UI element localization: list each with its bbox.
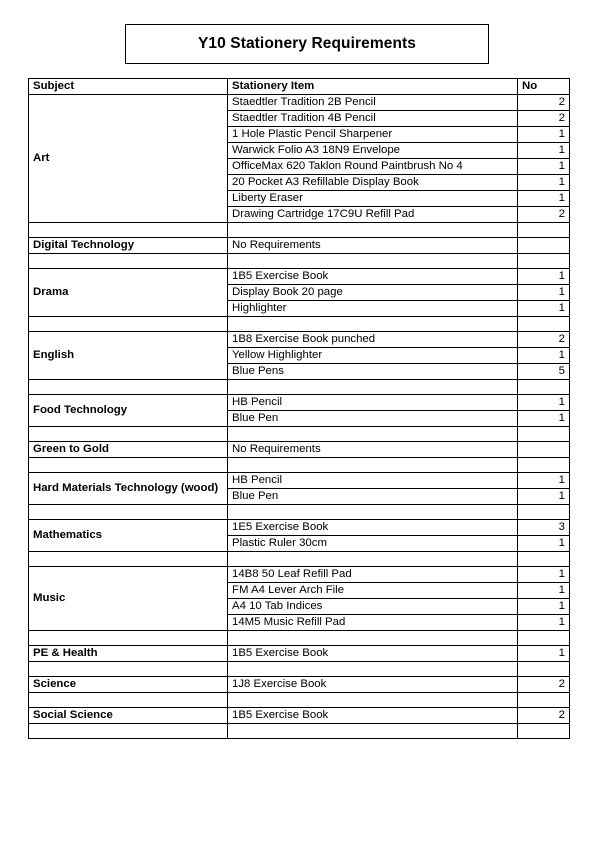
empty-cell <box>518 458 570 473</box>
spacer-row <box>29 631 570 646</box>
item-cell: Warwick Folio A3 18N9 Envelope <box>228 143 518 159</box>
subject-cell: Green to Gold <box>29 442 228 458</box>
quantity-cell: 1 <box>518 599 570 615</box>
quantity-cell: 2 <box>518 332 570 348</box>
item-cell: 1E5 Exercise Book <box>228 520 518 536</box>
empty-cell <box>228 631 518 646</box>
subject-cell: Drama <box>29 269 228 317</box>
item-cell: 20 Pocket A3 Refillable Display Book <box>228 175 518 191</box>
empty-cell <box>518 380 570 395</box>
item-cell: Drawing Cartridge 17C9U Refill Pad <box>228 207 518 223</box>
item-cell: 1B5 Exercise Book <box>228 269 518 285</box>
empty-cell <box>29 505 228 520</box>
stationery-table <box>28 78 570 739</box>
quantity-cell: 1 <box>518 615 570 631</box>
empty-cell <box>518 317 570 332</box>
quantity-cell: 1 <box>518 395 570 411</box>
quantity-cell: 1 <box>518 143 570 159</box>
empty-cell <box>29 552 228 567</box>
quantity-cell: 1 <box>518 473 570 489</box>
item-cell: Plastic Ruler 30cm <box>228 536 518 552</box>
item-cell: Display Book 20 page <box>228 285 518 301</box>
empty-cell <box>29 458 228 473</box>
spacer-row <box>29 254 570 269</box>
item-cell: Yellow Highlighter <box>228 348 518 364</box>
subject-cell: Social Science <box>29 708 228 724</box>
quantity-cell: 2 <box>518 111 570 127</box>
empty-cell <box>518 254 570 269</box>
empty-cell <box>518 662 570 677</box>
empty-cell <box>228 724 518 739</box>
empty-cell <box>29 662 228 677</box>
quantity-cell: 2 <box>518 207 570 223</box>
quantity-cell: 5 <box>518 364 570 380</box>
table-row <box>29 95 570 111</box>
item-cell: OfficeMax 620 Taklon Round Paintbrush No 4 <box>228 159 518 175</box>
empty-cell <box>228 223 518 238</box>
spacer-row <box>29 317 570 332</box>
subject-cell: Art <box>29 95 228 223</box>
quantity-cell <box>518 238 570 254</box>
subject-cell: English <box>29 332 228 380</box>
quantity-cell: 1 <box>518 489 570 505</box>
quantity-cell: 1 <box>518 301 570 317</box>
item-cell: A4 10 Tab Indices <box>228 599 518 615</box>
item-cell: 1 Hole Plastic Pencil Sharpener <box>228 127 518 143</box>
empty-cell <box>228 662 518 677</box>
quantity-cell <box>518 442 570 458</box>
table-row <box>29 473 570 489</box>
item-cell: Blue Pen <box>228 489 518 505</box>
page-title: Y10 Stationery Requirements <box>197 35 417 52</box>
quantity-cell: 1 <box>518 285 570 301</box>
empty-cell <box>228 458 518 473</box>
quantity-column-header: No <box>518 79 570 95</box>
subject-cell: Science <box>29 677 228 693</box>
spacer-row <box>29 505 570 520</box>
table-row <box>29 677 570 693</box>
spacer-row <box>29 552 570 567</box>
item-cell: HB Pencil <box>228 473 518 489</box>
table-row <box>29 332 570 348</box>
table-row <box>29 520 570 536</box>
quantity-cell: 1 <box>518 583 570 599</box>
empty-cell <box>228 552 518 567</box>
quantity-cell: 1 <box>518 348 570 364</box>
table-header-row <box>29 79 570 95</box>
item-cell: 1B5 Exercise Book <box>228 646 518 662</box>
item-cell: HB Pencil <box>228 395 518 411</box>
quantity-cell: 1 <box>518 175 570 191</box>
item-cell: Staedtler Tradition 2B Pencil <box>228 95 518 111</box>
spacer-row <box>29 662 570 677</box>
empty-cell <box>29 317 228 332</box>
item-cell: FM A4 Lever Arch File <box>228 583 518 599</box>
spacer-row <box>29 458 570 473</box>
table-row <box>29 646 570 662</box>
empty-cell <box>228 505 518 520</box>
subject-column-header: Subject <box>29 79 228 95</box>
item-cell: Highlighter <box>228 301 518 317</box>
item-cell: Liberty Eraser <box>228 191 518 207</box>
empty-cell <box>29 427 228 442</box>
empty-cell <box>518 427 570 442</box>
empty-cell <box>518 505 570 520</box>
quantity-cell: 1 <box>518 191 570 207</box>
subject-cell: Food Technology <box>29 395 228 427</box>
item-cell: 14B8 50 Leaf Refill Pad <box>228 567 518 583</box>
spacer-row <box>29 724 570 739</box>
subject-cell: Digital Technology <box>29 238 228 254</box>
subject-cell: PE & Health <box>29 646 228 662</box>
empty-cell <box>518 631 570 646</box>
empty-cell <box>29 223 228 238</box>
quantity-cell: 1 <box>518 567 570 583</box>
quantity-cell: 2 <box>518 708 570 724</box>
item-cell: 1B8 Exercise Book punched <box>228 332 518 348</box>
quantity-cell: 1 <box>518 159 570 175</box>
spacer-row <box>29 380 570 395</box>
item-cell: Blue Pen <box>228 411 518 427</box>
empty-cell <box>228 317 518 332</box>
empty-cell <box>518 724 570 739</box>
subject-cell: Mathematics <box>29 520 228 552</box>
empty-cell <box>228 427 518 442</box>
empty-cell <box>228 693 518 708</box>
empty-cell <box>29 254 228 269</box>
quantity-cell: 1 <box>518 536 570 552</box>
empty-cell <box>228 380 518 395</box>
empty-cell <box>228 254 518 269</box>
item-cell: Blue Pens <box>228 364 518 380</box>
empty-cell <box>518 552 570 567</box>
spacer-row <box>29 693 570 708</box>
table-row <box>29 238 570 254</box>
item-column-header: Stationery Item <box>228 79 518 95</box>
table-row <box>29 567 570 583</box>
table-row <box>29 708 570 724</box>
quantity-cell: 2 <box>518 95 570 111</box>
empty-cell <box>29 693 228 708</box>
item-cell: No Requirements <box>228 238 518 254</box>
item-cell: No Requirements <box>228 442 518 458</box>
subject-cell: Hard Materials Technology (wood) <box>29 473 228 505</box>
quantity-cell: 1 <box>518 646 570 662</box>
quantity-cell: 2 <box>518 677 570 693</box>
spacer-row <box>29 427 570 442</box>
item-cell: 1B5 Exercise Book <box>228 708 518 724</box>
title-box <box>125 24 489 64</box>
table-row <box>29 395 570 411</box>
item-cell: 14M5 Music Refill Pad <box>228 615 518 631</box>
empty-cell <box>29 631 228 646</box>
quantity-cell: 1 <box>518 411 570 427</box>
subject-cell: Music <box>29 567 228 631</box>
empty-cell <box>29 724 228 739</box>
spacer-row <box>29 223 570 238</box>
item-cell: 1J8 Exercise Book <box>228 677 518 693</box>
table-row <box>29 269 570 285</box>
table-body <box>29 95 570 739</box>
quantity-cell: 3 <box>518 520 570 536</box>
quantity-cell: 1 <box>518 269 570 285</box>
empty-cell <box>518 693 570 708</box>
empty-cell <box>29 380 228 395</box>
quantity-cell: 1 <box>518 127 570 143</box>
empty-cell <box>518 223 570 238</box>
table-row <box>29 442 570 458</box>
item-cell: Staedtler Tradition 4B Pencil <box>228 111 518 127</box>
